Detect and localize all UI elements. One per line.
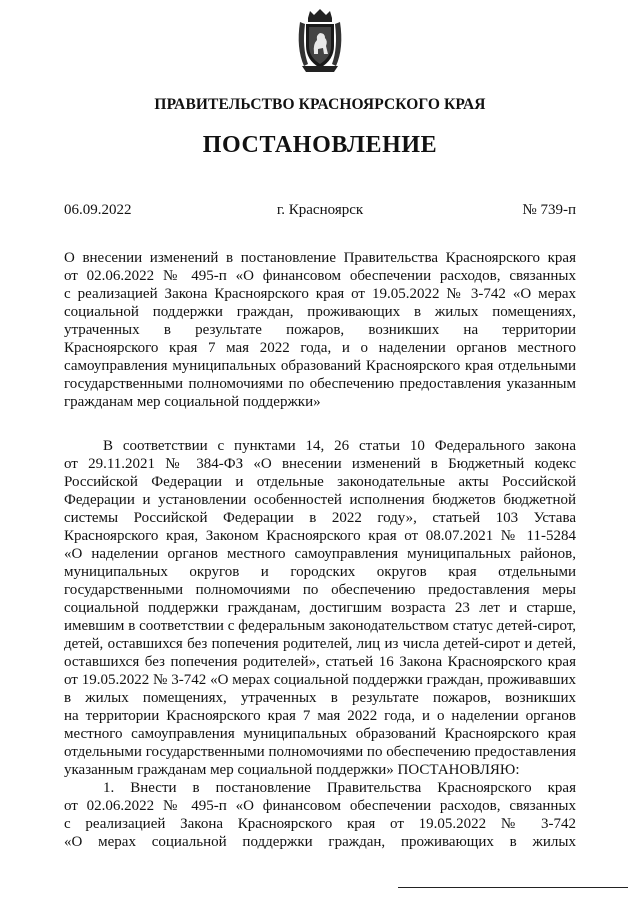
body-line: на территории Красноярского края 7 мая 2022 года, и о наделении органов	[64, 708, 576, 724]
title-line: от 02.06.2022 № 495-п «О финансовом обеспечении расходов, связанных	[64, 268, 576, 284]
issuing-authority: ПРАВИТЕЛЬСТВО КРАСНОЯРСКОГО КРАЯ	[154, 96, 486, 113]
body-line: системы Российской Федерации в 2022 году», статьей 103 Устава	[64, 510, 576, 526]
body-line: имевшим в соответствии с федеральным законодательством статус детей-сирот,	[64, 618, 576, 634]
title-line: государственными полномочиями по обеспечению предоставления указанным	[64, 376, 576, 392]
item-line: с реализацией Закона Красноярского края от 19.05.2022 № 3-742	[64, 816, 576, 832]
coat-of-arms-emblem	[294, 8, 346, 74]
body-line: социальной поддержки гражданам, достигшим возраста 23 лет и старше,	[64, 600, 576, 616]
title-line: утраченных в результате пожаров, возникших на территории	[64, 322, 576, 338]
document-type-title: ПОСТАНОВЛЕНИЕ	[202, 132, 438, 158]
footer-divider	[398, 887, 628, 888]
body-line: муниципальных округов и городских округов края отдельными	[64, 564, 576, 580]
body-line: «О наделении органов местного самоуправления муниципальных районов,	[64, 546, 576, 562]
title-line: социальной поддержки граждан, проживающих в жилых помещениях,	[64, 304, 576, 320]
document-number: № 739-п	[522, 202, 576, 218]
body-line: указанным гражданам мер социальной поддержки» ПОСТАНОВЛЯЮ:	[64, 762, 520, 778]
title-line: гражданам мер социальной поддержки»	[64, 394, 321, 410]
item-line: от 02.06.2022 № 495-п «О финансовом обеспечении расходов, связанных	[64, 798, 576, 814]
body-line: В соответствии с пунктами 14, 26 статьи 10 Федерального закона	[103, 438, 576, 454]
body-line: государственными полномочиями по обеспечению предоставления меры	[64, 582, 576, 598]
body-line: отдельными государственными полномочиями по обеспечению предоставления	[64, 744, 576, 760]
title-line: О внесении изменений в постановление Правительства Красноярского края	[64, 250, 576, 266]
title-line: с реализацией Закона Красноярского края от 19.05.2022 № 3-742 «О мерах	[64, 286, 576, 302]
body-line: местного самоуправления муниципальных образований Красноярского края	[64, 726, 576, 742]
body-line: оставшихся без попечения родителей», статьей 16 Закона Красноярского края	[64, 654, 576, 670]
body-line: от 29.11.2021 № 384-ФЗ «О внесении изменений в Бюджетный кодекс	[64, 456, 576, 472]
document-city: г. Красноярск	[276, 202, 364, 218]
item-line: «О мерах социальной поддержки граждан, проживающих в жилых	[64, 834, 576, 850]
item-line: 1. Внести в постановление Правительства Красноярского края	[103, 780, 576, 796]
body-line: Красноярского края, Законом Красноярского края от 08.07.2021 № 11-5284	[64, 528, 576, 544]
body-line: в жилых помещениях, утраченных в результате пожаров, возникших	[64, 690, 576, 706]
document-date: 06.09.2022	[64, 202, 132, 218]
body-line: детей, оставшихся без попечения родителей, лиц из числа детей-сирот и детей,	[64, 636, 576, 652]
body-line: от 19.05.2022 № 3-742 «О мерах социальной поддержки граждан, проживавших	[64, 672, 576, 688]
title-line: Красноярского края 7 мая 2022 года, и о наделении органов местного	[64, 340, 576, 356]
body-line: Российской Федерации и отдельные законодательные акты Российской	[64, 474, 576, 490]
title-line: самоуправления муниципальных образований Красноярского края отдельными	[64, 358, 576, 374]
body-line: Федерации и установлении особенностей исполнения бюджетов бюджетной	[64, 492, 576, 508]
